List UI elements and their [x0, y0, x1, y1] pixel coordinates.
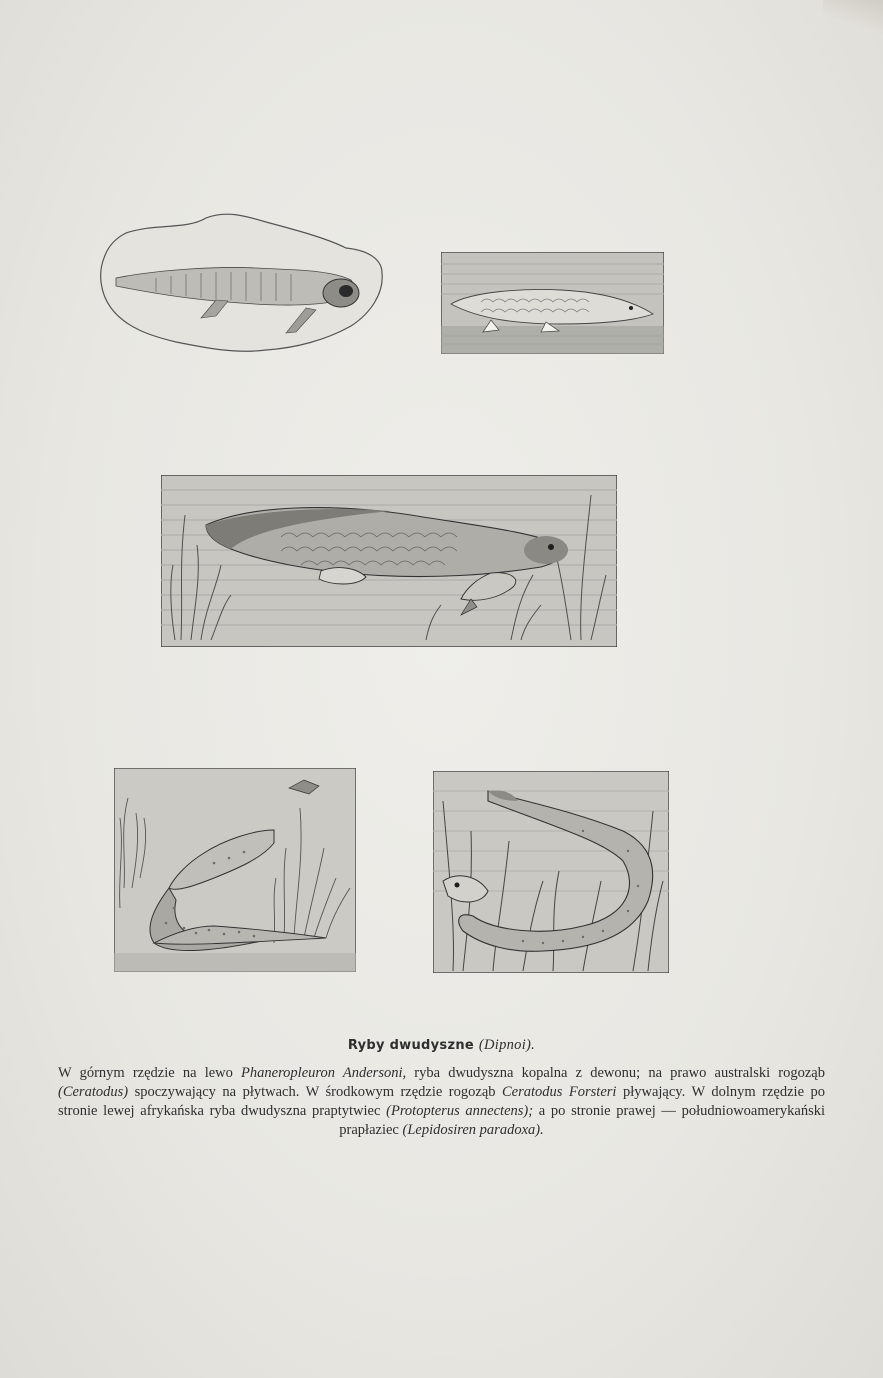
protopterus-plate	[114, 768, 356, 972]
ceratodus-swimming-plate	[161, 475, 617, 647]
caption-title-latin: (Dipnoi).	[478, 1037, 536, 1053]
fossil-fish-plate	[96, 208, 386, 358]
caption-latin-name: (Protopterus annectens);	[386, 1103, 534, 1119]
caption-text: pływający. W dolnym rzędzie po stronie lewej afrykańska ryba dwudyszna praptytwiec	[58, 1084, 826, 1119]
plate-caption	[58, 1036, 825, 1140]
page-corner	[823, 0, 883, 40]
caption-text: ryba dwudyszna kopalna z dewonu; na prawo australski rogoząb	[406, 1065, 825, 1081]
caption-body	[58, 1064, 825, 1140]
ceratodus-resting-plate	[441, 252, 664, 354]
caption-latin-name: (Ceratodus)	[58, 1084, 129, 1100]
caption-text: spoczywający na płytwach. W środkowym rzędzie rogoząb	[128, 1084, 502, 1100]
caption-text: W górnym rzędzie na lewo	[58, 1065, 242, 1081]
caption-text: a po stronie prawej — południowoamerykański prapłaziec	[339, 1103, 825, 1138]
caption-title-main: Ryby dwudyszne	[347, 1038, 475, 1053]
lepidosiren-plate	[433, 771, 669, 973]
caption-latin-name: Phaneropleuron Andersoni,	[241, 1065, 407, 1081]
caption-title	[58, 1036, 825, 1055]
caption-latin-name: Ceratodus Forsteri	[502, 1084, 617, 1100]
caption-latin-name: (Lepidosiren paradoxa).	[402, 1122, 544, 1138]
